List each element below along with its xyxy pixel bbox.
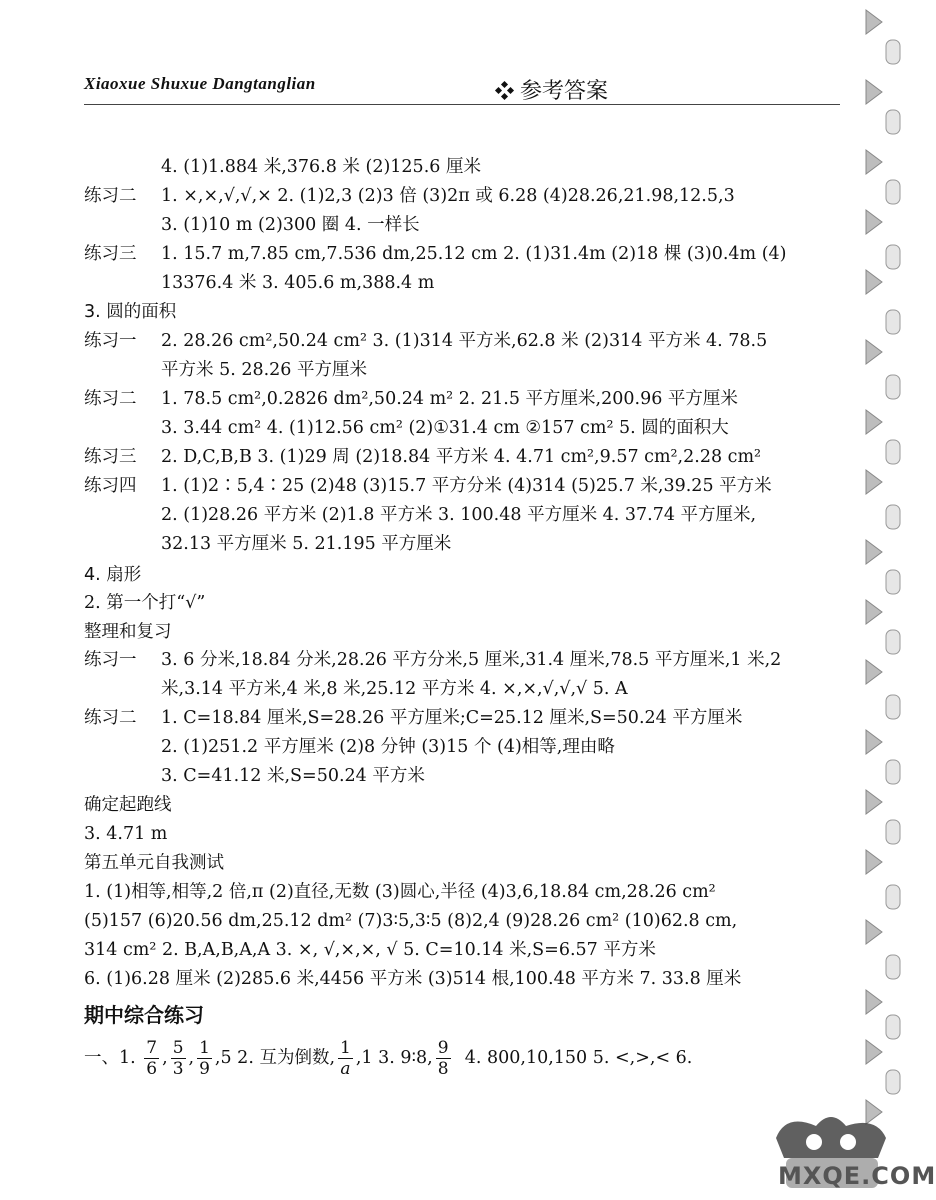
fraction-denominator: a <box>340 1059 351 1079</box>
fraction <box>144 1038 159 1079</box>
section-heading: 第五单元自我测试 <box>84 853 224 873</box>
answer-line: 1. (1)相等,相等,2 倍,π (2)直径,无数 (3)圆心,半径 (4)3,6,18.84 cm,28.26 cm² <box>84 882 716 902</box>
text-segment: ,1 3. 9∶8, <box>355 1048 433 1068</box>
fraction-numerator: 7 <box>146 1038 158 1058</box>
section-heading: 期中综合练习 <box>84 1003 204 1027</box>
answer-line: 3. 6 分米,18.84 分米,28.26 平方分米,5 厘米,31.4 厘米,78.5 平方厘米,1 米,2 <box>161 650 782 670</box>
section-heading: 4. 扇形 <box>84 565 142 585</box>
answer-line: 32.13 平方厘米 5. 21.195 平方厘米 <box>161 534 452 554</box>
fraction <box>171 1038 186 1079</box>
answer-line: 1. (1)2∶5,4∶25 (2)48 (3)15.7 平方分米 (4)314 (5)25.7 米,39.25 平方米 <box>161 476 772 496</box>
header-section-title <box>496 74 608 105</box>
fraction-numerator: 5 <box>172 1038 184 1058</box>
answer-line: 1. C=18.84 厘米,S=28.26 平方厘米;C=25.12 厘米,S=50.24 平方厘米 <box>161 708 743 728</box>
text-segment: ,5 2. 互为倒数, <box>214 1048 336 1068</box>
answer-line: 2. 28.26 cm²,50.24 cm² 3. (1)314 平方米,62.8 米 (2)314 平方米 4. 78.5 <box>161 331 768 351</box>
answer-line: 2. 第一个打“√” <box>84 593 206 613</box>
fraction <box>436 1038 451 1079</box>
answer-line: 3. 4.71 m <box>84 824 168 844</box>
fraction-numerator: 1 <box>199 1038 210 1058</box>
fraction-denominator: 6 <box>146 1059 158 1079</box>
answer-line: 2. D,C,B,B 3. (1)29 周 (2)18.84 平方米 4. 4.71 cm²,9.57 cm²,2.28 cm² <box>161 447 762 467</box>
section-heading: 3. 圆的面积 <box>84 302 177 322</box>
fraction-denominator: 9 <box>199 1059 210 1079</box>
exercise-label: 练习一 <box>84 331 137 351</box>
exercise-label: 练习三 <box>84 244 137 264</box>
answer-line: 平方米 5. 28.26 平方厘米 <box>161 360 367 380</box>
answer-line: 米,3.14 平方米,4 米,8 米,25.12 平方米 4. ×,×,√,√,√ 5. A <box>161 679 628 699</box>
exercise-label: 练习四 <box>84 476 137 496</box>
answer-line: 2. (1)28.26 平方米 (2)1.8 平方米 3. 100.48 平方厘米 4. 37.74 平方厘米, <box>161 505 757 525</box>
answer-line-fractions: 一、1. $\frac{7}{6}$ , $\frac{5}{3}$ , $\frac{1}{9}$ ,5 2. 互为倒数, $\frac{1}{a}$ ,1 3. 9∶8, $\frac{9}{8}$ 4. 800,10,150 5. <,>,< 6. <box>84 1038 693 1079</box>
section-heading: 确定起跑线 <box>84 795 172 815</box>
text-segment: 一、1. <box>84 1048 136 1068</box>
answer-line: 3. (1)10 m (2)300 圈 4. 一样长 <box>161 215 420 235</box>
answer-line: (5)157 (6)20.56 dm,25.12 dm² (7)3∶5,3∶5 (8)2,4 (9)28.26 cm² (10)62.8 cm, <box>84 911 738 931</box>
fraction-denominator: 3 <box>172 1059 184 1079</box>
answer-line: 13376.4 米 3. 405.6 m,388.4 m <box>161 273 435 293</box>
fraction <box>197 1038 212 1079</box>
section-heading: 整理和复习 <box>84 622 172 642</box>
exercise-label: 练习三 <box>84 447 137 467</box>
answer-line: 2. (1)251.2 平方厘米 (2)8 分钟 (3)15 个 (4)相等,理由略 <box>161 737 615 757</box>
header-pinyin-title: Xiaoxue Shuxue Dangtanglian <box>84 74 316 93</box>
exercise-label: 练习二 <box>84 708 137 728</box>
answer-line: 1. 78.5 cm²,0.2826 dm²,50.24 m² 2. 21.5 平方厘米,200.96 平方厘米 <box>161 389 738 409</box>
fraction-denominator: 8 <box>437 1059 449 1079</box>
answer-line: 1. 15.7 m,7.85 cm,7.536 dm,25.12 cm 2. (1)31.4m (2)18 棵 (3)0.4m (4) <box>161 244 787 264</box>
answer-line: 4. (1)1.884 米,376.8 米 (2)125.6 厘米 <box>161 157 481 177</box>
exercise-label: 练习二 <box>84 186 137 206</box>
page-edge-decoration <box>852 0 904 1200</box>
answer-line: 3. C=41.12 米,S=50.24 平方米 <box>161 766 425 786</box>
diamond-bullet-icon <box>496 79 514 104</box>
fraction-numerator: 9 <box>437 1038 449 1058</box>
answer-line: 1. ×,×,√,√,× 2. (1)2,3 (2)3 倍 (3)2π 或 6.28 (4)28.26,21.98,12.5,3 <box>161 186 735 206</box>
fraction-numerator: 1 <box>340 1038 351 1058</box>
fraction <box>338 1038 353 1079</box>
exercise-label: 练习二 <box>84 389 137 409</box>
answer-line: 3. 3.44 cm² 4. (1)12.56 cm² (2)①31.4 cm ②157 cm² 5. 圆的面积大 <box>161 418 729 438</box>
answer-line: 314 cm² 2. B,A,B,A,A 3. ×, √,×,×, √ 5. C=10.14 米,S=6.57 平方米 <box>84 940 656 960</box>
exercise-label: 练习一 <box>84 650 137 670</box>
watermark-text: MXQE.COM <box>778 1162 936 1190</box>
header-answers-label: 参考答案 <box>520 79 609 104</box>
header-divider <box>84 104 840 105</box>
text-segment: 4. 800,10,150 5. <,>,< 6. <box>464 1048 693 1068</box>
answer-line: 6. (1)6.28 厘米 (2)285.6 米,4456 平方米 (3)514 根,100.48 平方米 7. 33.8 厘米 <box>84 969 742 989</box>
